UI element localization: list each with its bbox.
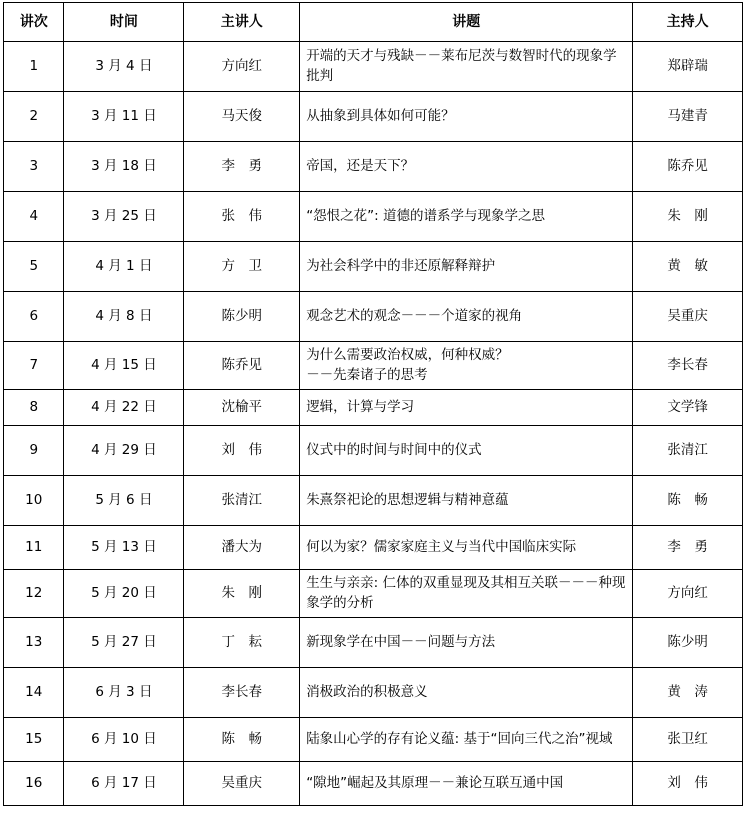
cell-host: 李 勇 <box>633 526 743 570</box>
cell-date: 4 月 1 日 <box>64 242 184 292</box>
cell-date: 4 月 8 日 <box>64 292 184 342</box>
table-row <box>4 718 743 762</box>
cell-speaker: 潘大为 <box>184 526 300 570</box>
column-header-speaker: 主讲人 <box>184 3 300 42</box>
cell-topic: 陆象山心学的存有论义蕴: 基于“回向三代之治”视域 <box>300 718 633 762</box>
cell-topic: 仪式中的时间与时间中的仪式 <box>300 426 633 476</box>
cell-speaker: 陈少明 <box>184 292 300 342</box>
column-header-host: 主持人 <box>633 3 743 42</box>
cell-no: 5 <box>4 242 64 292</box>
table-row <box>4 342 743 390</box>
cell-host: 张卫红 <box>633 718 743 762</box>
table-row <box>4 42 743 92</box>
cell-topic: 开端的天才与残缺－－莱布尼茨与数智时代的现象学批判 <box>300 42 633 92</box>
table-row <box>4 242 743 292</box>
cell-host: 陈 畅 <box>633 476 743 526</box>
cell-date: 6 月 3 日 <box>64 668 184 718</box>
cell-date: 3 月 25 日 <box>64 192 184 242</box>
cell-topic: “隙地”崛起及其原理－－兼论互联互通中国 <box>300 762 633 806</box>
column-header-no: 讲次 <box>4 3 64 42</box>
cell-topic: 生生与亲亲: 仁体的双重显现及其相互关联－－－种现象学的分析 <box>300 570 633 618</box>
cell-speaker: 陈乔见 <box>184 342 300 390</box>
cell-host: 马建青 <box>633 92 743 142</box>
cell-speaker: 李 勇 <box>184 142 300 192</box>
cell-date: 5 月 20 日 <box>64 570 184 618</box>
cell-speaker: 刘 伟 <box>184 426 300 476</box>
cell-speaker: 张清江 <box>184 476 300 526</box>
cell-host: 文学锋 <box>633 390 743 426</box>
cell-no: 2 <box>4 92 64 142</box>
cell-no: 8 <box>4 390 64 426</box>
cell-host: 郑辟瑞 <box>633 42 743 92</box>
column-header-date: 时间 <box>64 3 184 42</box>
cell-date: 6 月 17 日 <box>64 762 184 806</box>
cell-no: 4 <box>4 192 64 242</box>
cell-topic: 从抽象到具体如何可能？ <box>300 92 633 142</box>
cell-host: 李长春 <box>633 342 743 390</box>
table-header-row <box>4 3 743 42</box>
table-row <box>4 142 743 192</box>
cell-speaker: 陈 畅 <box>184 718 300 762</box>
cell-no: 14 <box>4 668 64 718</box>
table-row <box>4 570 743 618</box>
cell-no: 9 <box>4 426 64 476</box>
table-body <box>4 42 743 806</box>
cell-host: 黄 涛 <box>633 668 743 718</box>
table-row <box>4 668 743 718</box>
cell-no: 16 <box>4 762 64 806</box>
cell-speaker: 方 卫 <box>184 242 300 292</box>
cell-topic: 朱熹祭祀论的思想逻辑与精神意蕴 <box>300 476 633 526</box>
cell-speaker: 方向红 <box>184 42 300 92</box>
cell-date: 4 月 29 日 <box>64 426 184 476</box>
column-header-topic: 讲题 <box>300 3 633 42</box>
cell-host: 朱 刚 <box>633 192 743 242</box>
cell-speaker: 马天俊 <box>184 92 300 142</box>
cell-no: 10 <box>4 476 64 526</box>
table-row <box>4 192 743 242</box>
cell-topic: 帝国，还是天下？ <box>300 142 633 192</box>
cell-no: 7 <box>4 342 64 390</box>
cell-no: 6 <box>4 292 64 342</box>
cell-topic: 为社会科学中的非还原解释辩护 <box>300 242 633 292</box>
cell-host: 刘 伟 <box>633 762 743 806</box>
cell-host: 吴重庆 <box>633 292 743 342</box>
cell-date: 5 月 6 日 <box>64 476 184 526</box>
cell-date: 4 月 22 日 <box>64 390 184 426</box>
cell-no: 3 <box>4 142 64 192</box>
cell-speaker: 朱 刚 <box>184 570 300 618</box>
cell-date: 3 月 4 日 <box>64 42 184 92</box>
table-row <box>4 426 743 476</box>
table-row <box>4 762 743 806</box>
cell-topic: 观念艺术的观念－－－个道家的视角 <box>300 292 633 342</box>
cell-topic: 消极政治的积极意义 <box>300 668 633 718</box>
cell-speaker: 沈榆平 <box>184 390 300 426</box>
cell-date: 4 月 15 日 <box>64 342 184 390</box>
cell-date: 5 月 27 日 <box>64 618 184 668</box>
table-row <box>4 476 743 526</box>
cell-speaker: 吴重庆 <box>184 762 300 806</box>
cell-no: 1 <box>4 42 64 92</box>
cell-host: 方向红 <box>633 570 743 618</box>
table-row <box>4 292 743 342</box>
lecture-schedule-table <box>3 2 743 806</box>
cell-no: 11 <box>4 526 64 570</box>
cell-host: 陈少明 <box>633 618 743 668</box>
cell-topic: 逻辑，计算与学习 <box>300 390 633 426</box>
table-row <box>4 618 743 668</box>
cell-topic: 为什么需要政治权威，何种权威？ －－先秦诸子的思考 <box>300 342 633 390</box>
cell-no: 15 <box>4 718 64 762</box>
cell-speaker: 丁 耘 <box>184 618 300 668</box>
table-row <box>4 390 743 426</box>
cell-host: 黄 敏 <box>633 242 743 292</box>
cell-topic: 何以为家？儒家家庭主义与当代中国临床实际 <box>300 526 633 570</box>
cell-speaker: 张 伟 <box>184 192 300 242</box>
cell-speaker: 李长春 <box>184 668 300 718</box>
cell-date: 3 月 11 日 <box>64 92 184 142</box>
table-header <box>4 3 743 42</box>
cell-topic: “怨恨之花”: 道德的谱系学与现象学之思 <box>300 192 633 242</box>
cell-topic: 新现象学在中国－－问题与方法 <box>300 618 633 668</box>
cell-host: 张清江 <box>633 426 743 476</box>
cell-date: 3 月 18 日 <box>64 142 184 192</box>
cell-date: 5 月 13 日 <box>64 526 184 570</box>
cell-date: 6 月 10 日 <box>64 718 184 762</box>
cell-host: 陈乔见 <box>633 142 743 192</box>
cell-no: 12 <box>4 570 64 618</box>
cell-no: 13 <box>4 618 64 668</box>
table-row <box>4 92 743 142</box>
table-row <box>4 526 743 570</box>
